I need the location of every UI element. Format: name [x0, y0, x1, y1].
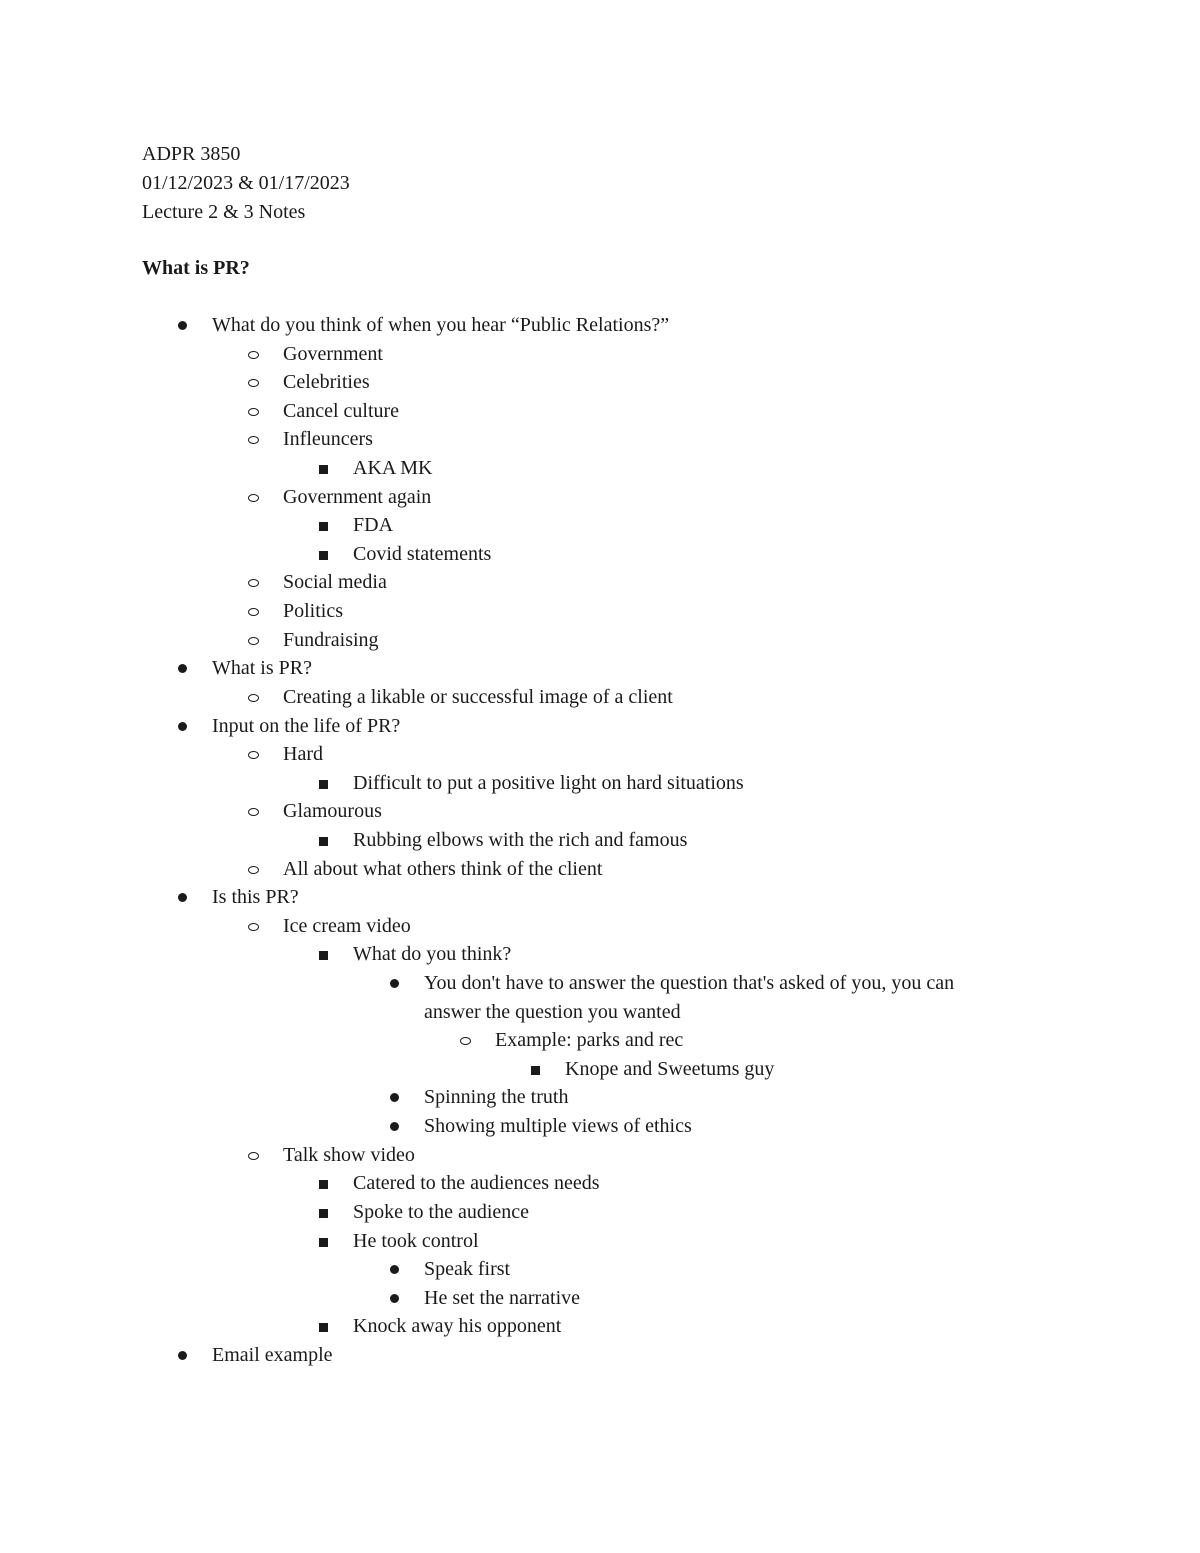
- list-item-text: Knock away his opponent: [353, 1315, 562, 1338]
- list-item: [0, 683, 1200, 712]
- list-item: [0, 1083, 1200, 1112]
- disc-icon: [178, 664, 187, 673]
- list-item-text: Email example: [212, 1343, 333, 1366]
- list-item-text: Cancel culture: [283, 399, 400, 422]
- list-item: [0, 597, 1200, 626]
- section-heading: What is PR?: [142, 257, 250, 279]
- list-item-text: Hard: [283, 743, 323, 766]
- list-item-text: He set the narrative: [424, 1286, 581, 1309]
- circle-icon: [248, 751, 259, 759]
- list-item-text: All about what others think of the client: [283, 857, 603, 880]
- square-icon: [531, 1066, 540, 1075]
- circle-icon: [248, 379, 259, 387]
- list-item: [0, 397, 1200, 426]
- list-item-text: Is this PR?: [212, 886, 299, 909]
- list-item-text: Government: [283, 342, 383, 365]
- circle-icon: [248, 408, 259, 416]
- square-icon: [319, 465, 328, 474]
- list-item: [0, 740, 1200, 769]
- circle-icon: [248, 808, 259, 816]
- list-item: [0, 912, 1200, 941]
- circle-icon: [248, 351, 259, 359]
- notes-outline: [0, 311, 1200, 1370]
- lecture-title: Lecture 2 & 3 Notes: [142, 201, 306, 223]
- list-item-text: What do you think of when you hear “Public Relations?”: [212, 314, 670, 336]
- circle-icon: [248, 866, 259, 874]
- disc-icon: [178, 321, 187, 330]
- list-item-text: Talk show video: [283, 1143, 415, 1166]
- list-item: [0, 1026, 1200, 1055]
- square-icon: [319, 1323, 328, 1332]
- circle-icon: [460, 1037, 471, 1045]
- course-code: ADPR 3850: [142, 143, 241, 165]
- list-item: [0, 425, 1200, 454]
- list-item-text: Catered to the audiences needs: [353, 1172, 600, 1195]
- list-item-text: Glamourous: [283, 800, 382, 823]
- square-icon: [319, 1238, 328, 1247]
- circle-icon: [248, 1152, 259, 1160]
- list-item: [0, 855, 1200, 884]
- list-item: [0, 883, 1200, 912]
- list-item: [0, 940, 1200, 969]
- square-icon: [319, 522, 328, 531]
- list-item: [0, 969, 1200, 1026]
- disc-icon: [390, 1294, 399, 1303]
- circle-icon: [248, 494, 259, 502]
- list-item-text: Spinning the truth: [424, 1086, 569, 1109]
- disc-icon: [390, 1265, 399, 1274]
- list-item: [0, 1284, 1200, 1313]
- list-item-text: Celebrities: [283, 371, 370, 394]
- list-item-text: Fundraising: [283, 628, 379, 651]
- list-item: [0, 1141, 1200, 1170]
- list-item: [0, 826, 1200, 855]
- list-item-text: Difficult to put a positive light on hard situations: [353, 771, 744, 794]
- list-item: [0, 568, 1200, 597]
- document-header: [142, 140, 350, 227]
- list-item-text: Rubbing elbows with the rich and famous: [353, 828, 688, 851]
- lecture-dates: 01/12/2023 & 01/17/2023: [142, 172, 350, 194]
- square-icon: [319, 1209, 328, 1218]
- list-item-text: Example: parks and rec: [495, 1029, 684, 1052]
- list-item: [0, 626, 1200, 655]
- list-item: [0, 1198, 1200, 1227]
- list-item: [0, 1341, 1200, 1370]
- list-item: [0, 483, 1200, 512]
- list-item-text: Spoke to the audience: [353, 1200, 530, 1223]
- circle-icon: [248, 608, 259, 616]
- list-item-text: Politics: [283, 600, 344, 623]
- square-icon: [319, 1180, 328, 1189]
- list-item: [0, 540, 1200, 569]
- list-item-text: Social media: [283, 571, 387, 594]
- square-icon: [319, 780, 328, 789]
- list-item: [0, 511, 1200, 540]
- list-item: [0, 311, 1200, 340]
- circle-icon: [248, 579, 259, 587]
- list-item: [0, 1169, 1200, 1198]
- list-item-text: Knope and Sweetums guy: [565, 1057, 775, 1080]
- circle-icon: [248, 637, 259, 645]
- circle-icon: [248, 694, 259, 702]
- list-item-text: What do you think?: [353, 943, 512, 966]
- list-item: [0, 368, 1200, 397]
- list-item-text: Speak first: [424, 1258, 511, 1281]
- circle-icon: [248, 436, 259, 444]
- list-item-text: Creating a likable or successful image of a client: [283, 685, 673, 708]
- list-item: [0, 712, 1200, 741]
- disc-icon: [390, 1122, 399, 1131]
- disc-icon: [178, 722, 187, 731]
- list-item-text: FDA: [353, 514, 394, 537]
- square-icon: [319, 837, 328, 846]
- square-icon: [319, 551, 328, 560]
- list-item: [0, 769, 1200, 798]
- list-item: [0, 340, 1200, 369]
- list-item: [0, 1112, 1200, 1141]
- list-item: [0, 654, 1200, 683]
- list-item: [0, 1055, 1200, 1084]
- list-item-text: AKA MK: [353, 457, 433, 480]
- list-item-text: Showing multiple views of ethics: [424, 1115, 692, 1138]
- list-item-text: Input on the life of PR?: [212, 714, 401, 737]
- list-item-text: Covid statements: [353, 542, 492, 565]
- list-item: [0, 1312, 1200, 1341]
- list-item-text: What is PR?: [212, 657, 312, 680]
- square-icon: [319, 951, 328, 960]
- list-item: [0, 1227, 1200, 1256]
- list-item-text: Government again: [283, 485, 432, 508]
- list-item-text: He took control: [353, 1229, 479, 1252]
- list-item: [0, 454, 1200, 483]
- list-item: [0, 797, 1200, 826]
- disc-icon: [390, 979, 399, 988]
- list-item: [0, 1255, 1200, 1284]
- list-item-text: You don't have to answer the question that's asked of you, you can answer the question you wanted: [424, 972, 955, 1023]
- circle-icon: [248, 923, 259, 931]
- disc-icon: [178, 893, 187, 902]
- list-item-text: Infleuncers: [283, 428, 373, 451]
- disc-icon: [390, 1093, 399, 1102]
- list-item-text: Ice cream video: [283, 914, 411, 937]
- disc-icon: [178, 1351, 187, 1360]
